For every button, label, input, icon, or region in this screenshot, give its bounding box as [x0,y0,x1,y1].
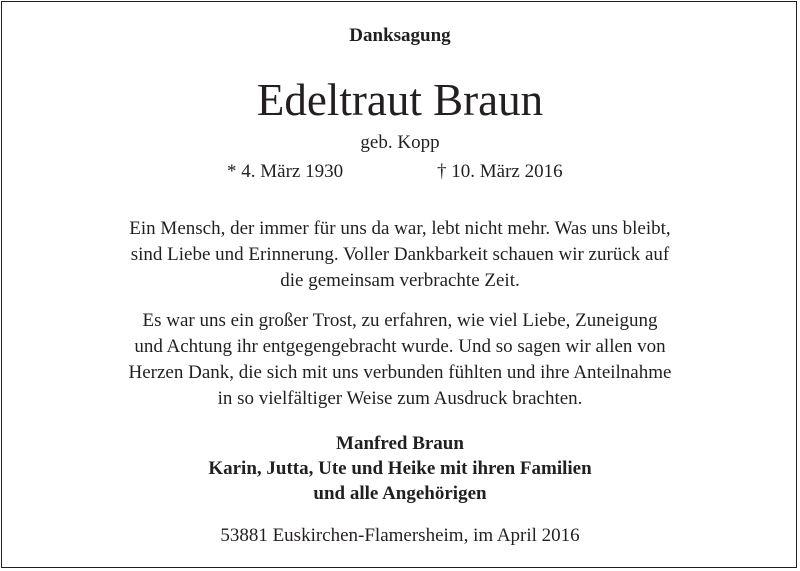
death-date: † 10. März 2016 [437,161,563,182]
paragraph-line: und Achtung ihr entgegengebracht wurde. Und so sagen wir allen von [134,336,666,357]
signatories [0,431,800,506]
paragraph-line: die gemeinsam verbrachte Zeit. [280,270,520,291]
paragraph-line: Ein Mensch, der immer für uns da war, lebt nicht mehr. Was uns bleibt, [129,218,671,239]
notice-heading: Danksagung [349,25,451,46]
paragraph-line: in so vielfältiger Weise zum Ausdruck brachten. [217,388,583,409]
signatory-line: Manfred Braun [336,433,464,454]
place-and-date: 53881 Euskirchen-Flamersheim, im April 2016 [220,525,580,546]
signatory-line: und alle Angehörigen [313,483,487,504]
birth-date: * 4. März 1930 [227,161,344,182]
signatory-line: Karin, Jutta, Ute und Heike mit ihren Familien [208,458,592,479]
maiden-name: geb. Kopp [360,132,440,153]
paragraph-line: Herzen Dank, die sich mit uns verbunden fühlten und ihre Anteilnahme [128,362,672,383]
gratitude-paragraph-1 [0,216,800,294]
gratitude-paragraph-2 [0,308,800,412]
paragraph-line: sind Liebe und Erinnerung. Voller Dankbarkeit schauen wir zurück auf [130,244,670,265]
deceased-name: Edeltraut Braun [256,75,544,125]
paragraph-line: Es war uns ein großer Trost, zu erfahren, wie viel Liebe, Zuneigung [142,310,658,331]
